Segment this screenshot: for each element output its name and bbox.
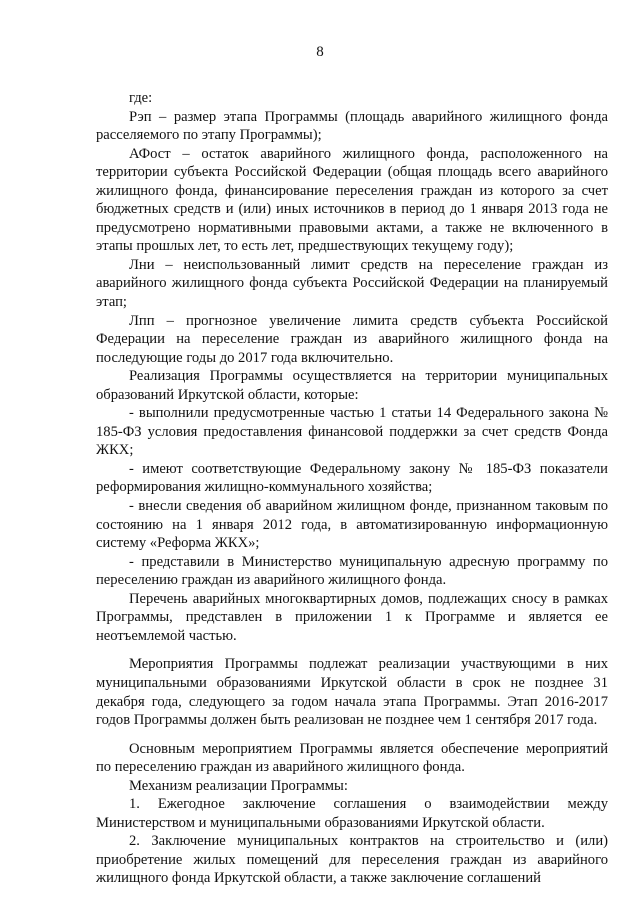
paragraph-lni-definition: Лни – неиспользованный лимит средств на переселение граждан из аварийного жилищного фонда субъекта Российской Федерации на планируемый этап;: [96, 256, 608, 311]
paragraph-implementation: Реализация Программы осуществляется на территории муниципальных образований Иркутской области, которые:: [96, 368, 608, 403]
paragraph-main-activity: Основным мероприятием Программы является обеспечение мероприятий по переселению граждан из аварийного жилищного фонда.: [96, 740, 608, 776]
paragraph-rep-definition: Рэп – размер этапа Программы (площадь аварийного жилищного фонда расселяемого по этапу Программы);: [96, 108, 608, 144]
mechanism-item-1: 1. Ежегодное заключение соглашения о взаимодействии между Министерством и муниципальными образованиями Иркутской области.: [96, 796, 608, 831]
list-item-condition-2: - имеют соответствующие Федеральному закону № 185-ФЗ показатели реформирования жилищно-коммунального хозяйства;: [96, 460, 608, 496]
list-item-condition-4: - представили в Министерство муниципальную адресную программу по переселению граждан из аварийного жилищного фонда.: [96, 553, 608, 589]
paragraph-afost-definition: АФост – остаток аварийного жилищного фонда, расположенного на территории субъекта Российской Федерации (общая площадь всего аварийного жилищного фонда, финансирование переселения граждан из которого за счет бюджетных средств и (или) иных источников в период до 1 января 2013 года не предусмотрено нормативными правовыми актами, а также не включенного в этапы прошлых лет, то есть лет, предшествующих текущему году);: [96, 145, 608, 255]
list-item-condition-3: - внесли сведения об аварийном жилищном фонде, признанном таковым по состоянию на 1 января 2012 года, в автоматизированную информационную систему «Реформа ЖКХ»;: [96, 498, 608, 552]
paragraph-house-list: Перечень аварийных многоквартирных домов, подлежащих сносу в рамках Программы, представлен в приложении 1 к Программе и является ее неотъемлемой частью.: [96, 590, 608, 644]
document-body: [96, 89, 608, 888]
paragraph-mechanism-heading: Механизм реализации Программы:: [129, 777, 348, 794]
paragraph-where: где:: [129, 90, 153, 106]
list-item-condition-1: - выполнили предусмотренные частью 1 статьи 14 Федерального закона № 185-ФЗ условия предоставления финансовой поддержки за счет средств Фонда ЖКХ;: [96, 405, 608, 459]
mechanism-item-2: 2. Заключение муниципальных контрактов на строительство и (или) приобретение жилых помещений для переселения граждан из аварийного жилищного фонда Иркутской области, а также заключение соглашений: [96, 833, 608, 887]
paragraph-lpp-definition: Лпп – прогнозное увеличение лимита средств субъекта Российской Федерации на переселение граждан из аварийного жилищного фонда на последующие годы до 2017 года включительно.: [96, 312, 608, 366]
paragraph-deadlines: Мероприятия Программы подлежат реализации участвующими в них муниципальными образованиями Иркутской области в срок не позднее 31 декабря года, следующего за годом начала этапа Программы. Этап 2016-2017 годов Программы должен быть реализован не позднее чем 1 сентября 2017 года.: [96, 656, 608, 729]
page-number: 8: [316, 44, 324, 60]
